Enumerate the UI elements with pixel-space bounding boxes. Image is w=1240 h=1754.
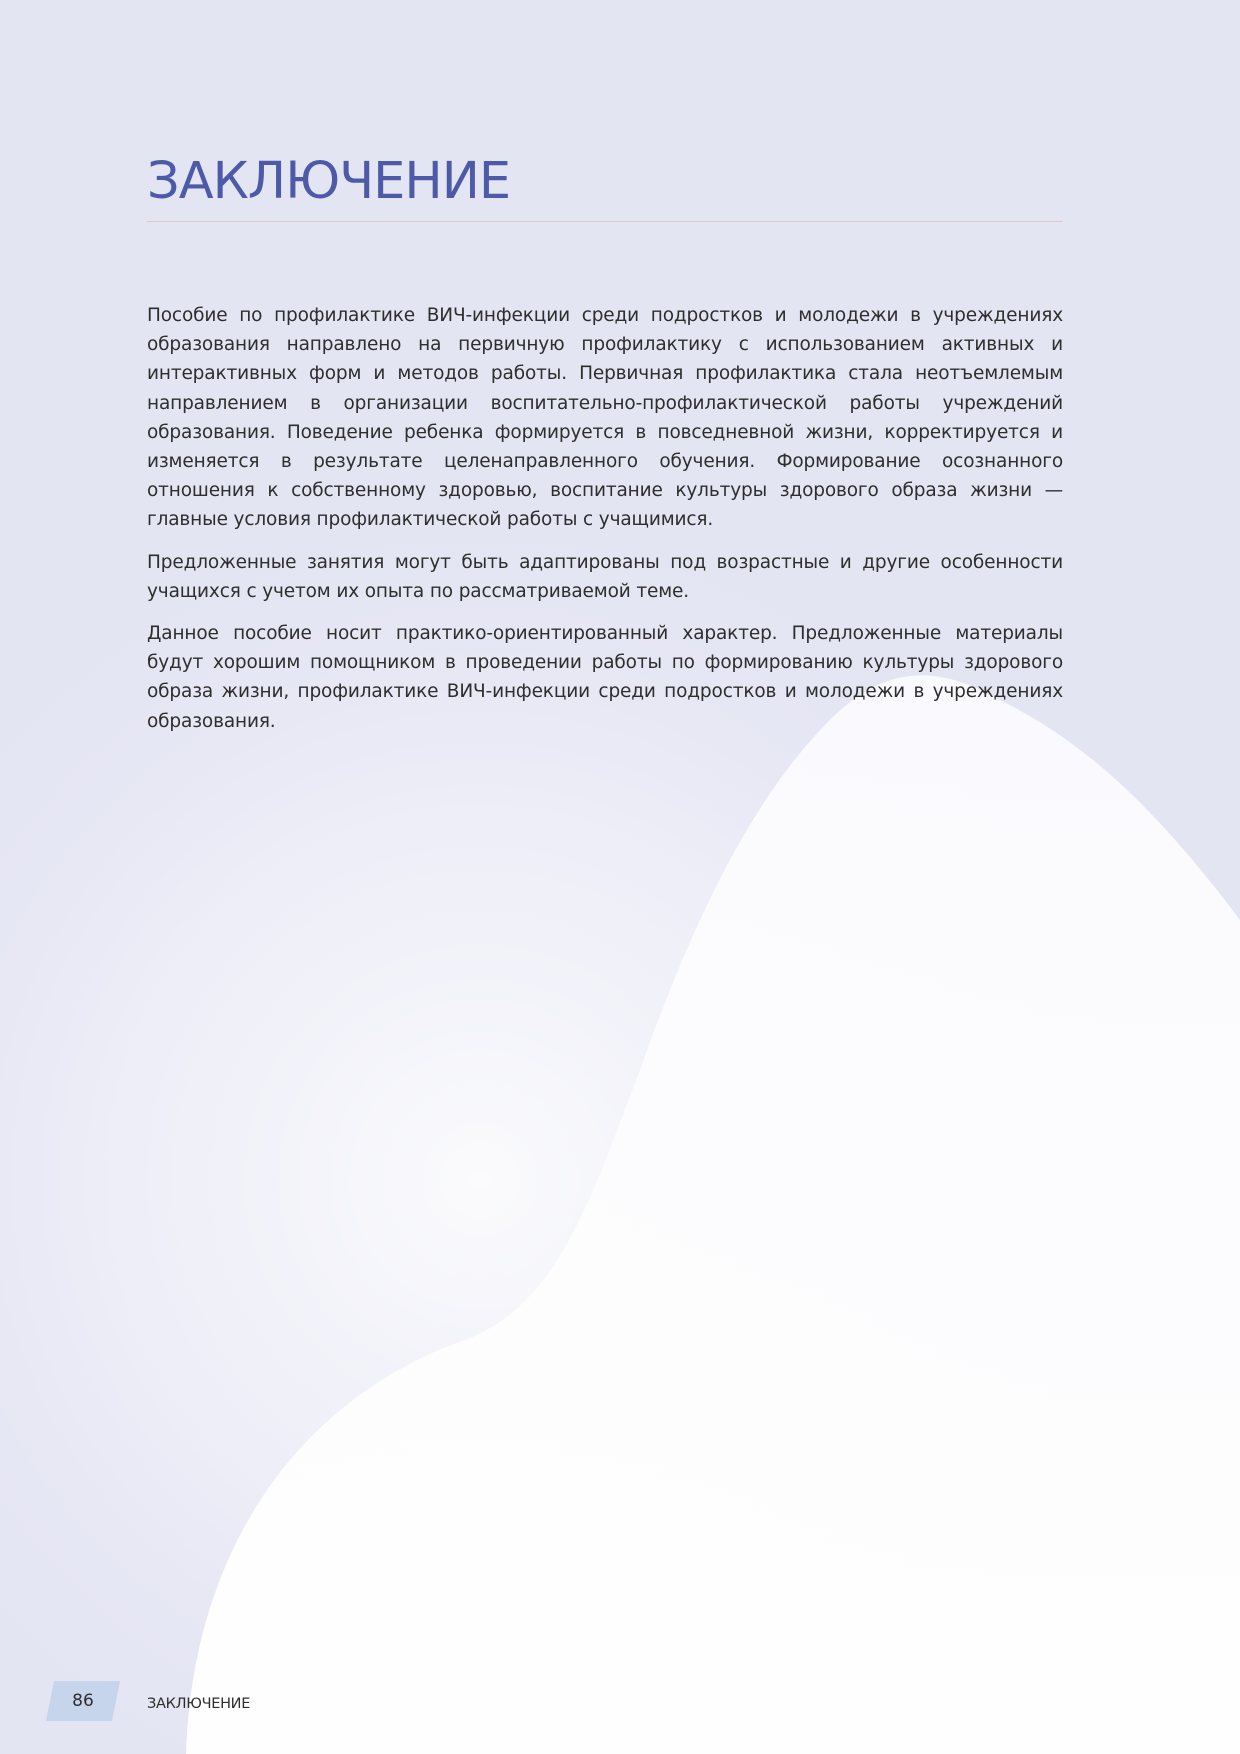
- running-header: ЗАКЛЮЧЕНИЕ: [147, 1696, 251, 1712]
- body-text: [147, 301, 1063, 749]
- page-title: ЗАКЛЮЧЕНИЕ: [147, 152, 511, 211]
- title-divider: [147, 221, 1063, 222]
- paragraph: Данное пособие носит практико-ориентированный характер. Предложенные материалы будут хорошим помощником в проведении работы по формированию культуры здорового образа жизни, профилактике ВИЧ-инфекции среди подростков и молодежи в учреждениях образования.: [147, 623, 1063, 732]
- page-number-tab: [46, 1681, 120, 1721]
- paragraph: Пособие по профилактике ВИЧ-инфекции среди подростков и молодежи в учреждениях образования направлено на первичную профилактику с использованием активных и интерактивных форм и методов работы. Первичная профилактика стала неотъемлемым направлением в организации воспитательно-профилактической работы учреждений образования. Поведение ребенка формируется в повседневной жизни, корректируется и изменяется в результате целенаправленного обучения. Формирование осознанного отношения к собственному здоровью, воспитание культуры здорового образа жизни — главные условия профилактической работы с учащимися.: [147, 305, 1063, 531]
- page-number: 86: [72, 1691, 94, 1711]
- page-footer: [0, 1681, 1240, 1721]
- paragraph: Предложенные занятия могут быть адаптированы под возрастные и другие особенности учащихся с учетом их опыта по рассматриваемой теме.: [147, 551, 1063, 602]
